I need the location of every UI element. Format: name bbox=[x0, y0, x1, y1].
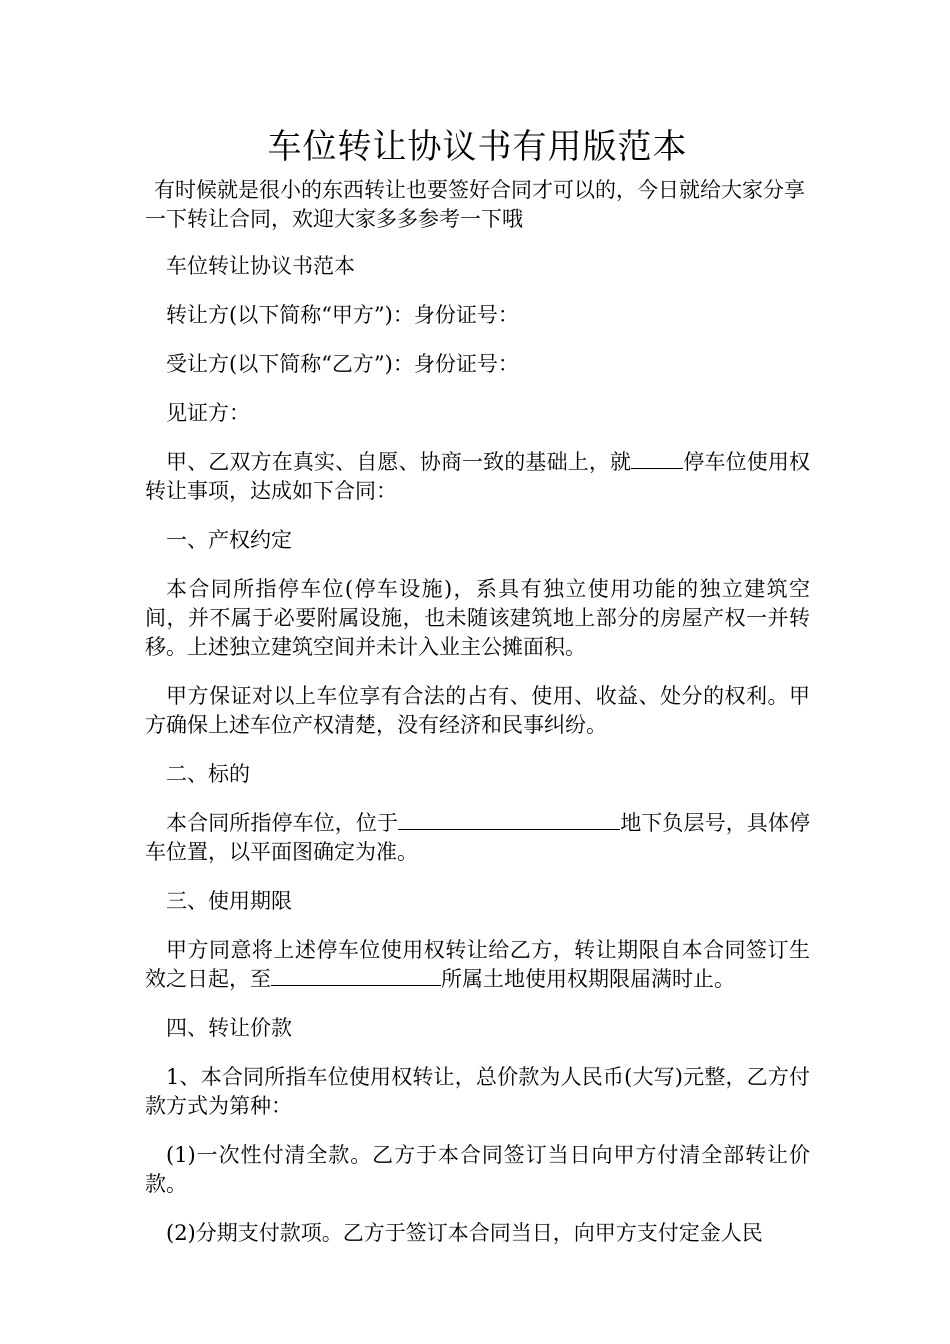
section1-paragraph-1: 本合同所指停车位(停车设施)，系具有独立使用功能的独立建筑空间，并不属于必要附属设施，也未随该建筑地上部分的房屋产权一并转移。上述独立建筑空间并未计入业主公摊面积。 bbox=[145, 577, 810, 659]
preamble-paragraph bbox=[145, 448, 810, 506]
section4-heading: 四、转让价款 bbox=[166, 1016, 292, 1040]
witness-line: 见证方： bbox=[166, 401, 250, 425]
party-b-line: 受让方(以下简称“乙方”)：身份证号： bbox=[166, 352, 519, 376]
parking-location-blank[interactable] bbox=[631, 448, 683, 469]
party-a-line: 转让方(以下简称“甲方”)：身份证号： bbox=[166, 303, 519, 327]
section3-text-2: 所属土地使用权期限届满时止。 bbox=[441, 967, 735, 991]
section4-item-1: 1、本合同所指车位使用权转让，总价款为人民币(大写)元整，乙方付款方式为第种： bbox=[145, 1065, 810, 1118]
section2-text-2: 地下负层号，具体停车位置，以平面图确定为准。 bbox=[145, 811, 811, 864]
section2-heading: 二、标的 bbox=[166, 762, 250, 786]
intro-paragraph: 有时候就是很小的东西转让也要签好合同才可以的，今日就给大家分享一下转让合同，欢迎大家多多参考一下哦 bbox=[145, 178, 805, 231]
document-page bbox=[145, 118, 810, 1268]
section2-paragraph bbox=[145, 809, 810, 867]
section1-paragraph-2: 甲方保证对以上车位享有合法的占有、使用、收益、处分的权利。甲方确保上述车位产权清楚，没有经济和民事纠纷。 bbox=[145, 684, 810, 737]
subtitle: 车位转让协议书范本 bbox=[166, 254, 355, 278]
section2-text-1: 本合同所指停车位，位于 bbox=[166, 811, 399, 835]
term-end-blank[interactable] bbox=[271, 965, 441, 986]
section3-paragraph bbox=[145, 936, 810, 994]
section3-heading: 三、使用期限 bbox=[166, 889, 292, 913]
section4-option-2: (2)分期支付款项。乙方于签订本合同当日，向甲方支付定金人民 bbox=[166, 1221, 763, 1245]
section4-option-1: (1)一次性付清全款。乙方于本合同签订当日向甲方付清全部转让价款。 bbox=[145, 1143, 810, 1196]
address-blank[interactable] bbox=[398, 809, 620, 830]
section1-heading: 一、产权约定 bbox=[166, 528, 292, 552]
preamble-text-2: 停车位使用权转让事项，达成如下合同： bbox=[145, 450, 811, 503]
document-title: 车位转让协议书有用版范本 bbox=[267, 127, 688, 167]
preamble-text-1: 甲、乙双方在真实、自愿、协商一致的基础上，就 bbox=[166, 450, 632, 474]
section3-text-1: 甲方同意将上述停车位使用权转让给乙方，转让期限自本合同签订生效之日起，至 bbox=[145, 938, 810, 991]
